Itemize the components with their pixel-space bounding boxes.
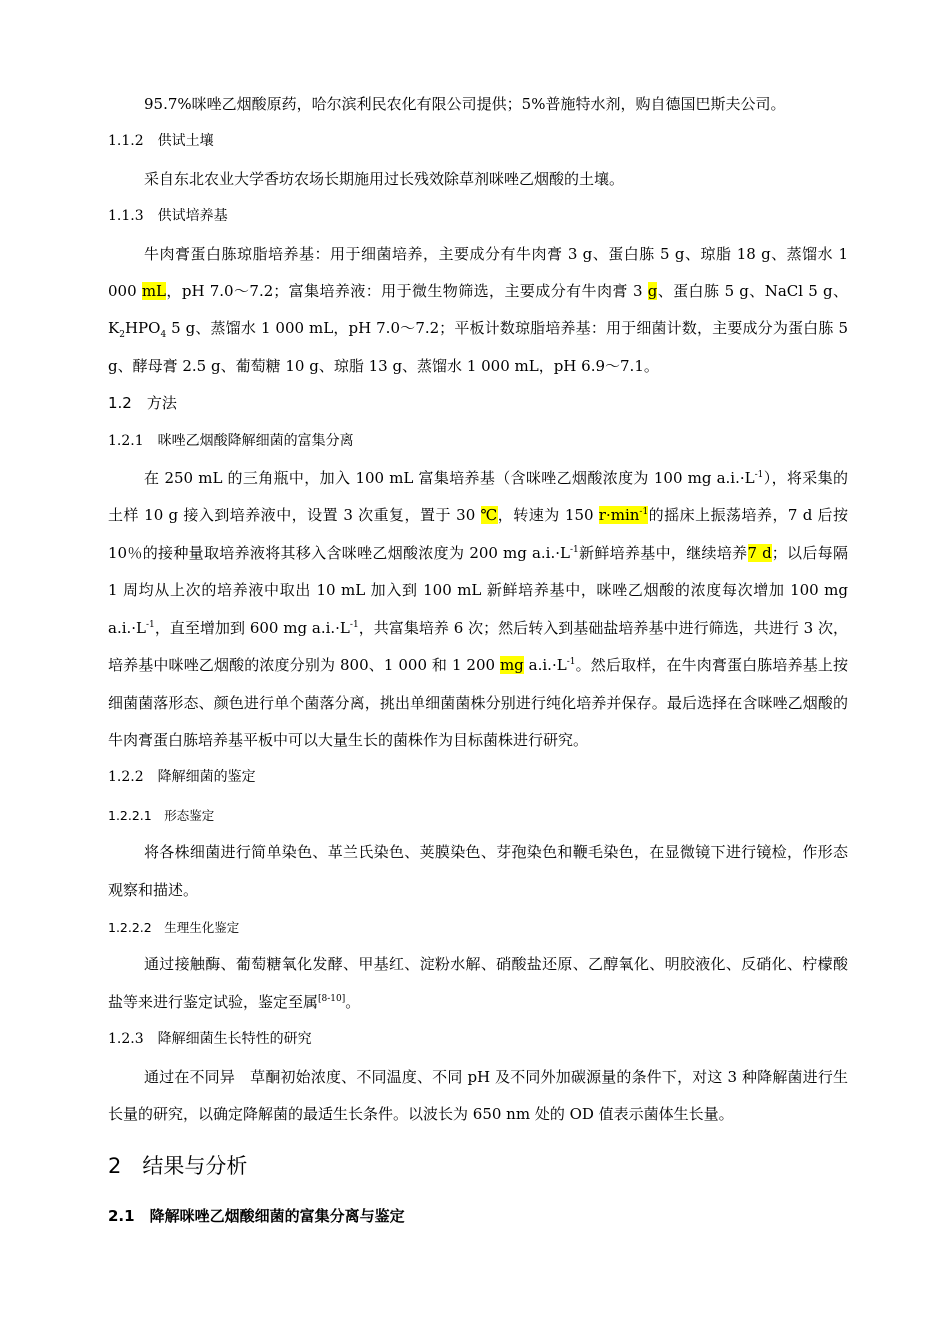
text-run: ；以后每隔 1 周均从上次的培养液中取出 10 mL 加入到 100 mL 新鲜培养基中，咪唑乙烟酸的浓度每次增加 100 mg a.i.·L: [108, 543, 848, 637]
highlight-mark: 7 d: [747, 543, 772, 562]
heading-2: 2 结果与分析: [108, 1154, 248, 1179]
heading-1-1-3: 1.1.3 供试培养基: [108, 208, 228, 225]
document-page: [108, 86, 848, 1241]
text-run: 在 250 mL 的三角瓶中，加入 100 mL 富集培养基（含咪唑乙烟酸浓度为 100 mg a.i.·L: [144, 469, 755, 488]
text-run: ，共富集培养 6 次；然后转入到基础盐培养基中进行筛选，共进行 3 次，培养基中咪唑乙烟酸的浓度分别为 800、1 000 和 1 200: [108, 618, 848, 675]
highlight-text: r·min: [598, 506, 640, 525]
heading-1-2-2-1: 1.2.2.1 形态鉴定: [108, 807, 215, 823]
paragraph-materials: 95.7%咪唑乙烟酸原药，哈尔滨利民农化有限公司提供；5%普施特水剂，购自德国巴斯夫公司。: [144, 95, 786, 113]
superscript: -1: [754, 470, 764, 481]
text-run: 新鲜培养基中，继续培养: [578, 543, 748, 562]
heading-1-2-2: 1.2.2 降解细菌的鉴定: [108, 769, 256, 786]
subscript: 2: [119, 330, 125, 341]
highlight-mark: mL: [141, 282, 167, 301]
text-run: ），将采集的土样 10 g 接入到培养液中，设置 3 次重复，置于 30: [108, 469, 848, 525]
text-run: ，转速为 150: [497, 506, 599, 525]
heading-2-1: 2.1 降解咪唑乙烟酸细菌的富集分离与鉴定: [108, 1207, 405, 1226]
text-run: 、蛋白胨 5 g、NaCl 5 g、K: [108, 282, 848, 338]
superscript: -1: [566, 657, 576, 668]
text-run: ，pH 7.0～7.2；富集培养液：用于微生物筛选，主要成分有牛肉膏 3: [166, 282, 648, 301]
paragraph-enrichment: [108, 460, 848, 759]
heading-1-2-3: 1.2.3 降解细菌生长特性的研究: [108, 1031, 312, 1048]
paragraph-soil: 采自东北农业大学香坊农场长期施用过长残效除草剂咪唑乙烟酸的土壤。: [144, 169, 625, 188]
citation-reference: [8-10]: [318, 993, 346, 1004]
text-run: HPO: [124, 319, 161, 338]
text-run: 。然后取样，在牛肉膏蛋白胨培养基上按细菌菌落形态、颜色进行单个菌落分离，挑出单细菌菌株分别进行纯化培养并保存。最后选择在含咪唑乙烟酸的牛肉膏蛋白胨培养基平板中可以大量生长的菌株作为目标菌株进行研究。: [108, 656, 848, 749]
superscript: -1: [146, 619, 155, 630]
paragraph-morphology: 将各株细菌进行简单染色、革兰氏染色、荚膜染色、芽孢染色和鞭毛染色，在显微镜下进行镜检，作形态观察和描述。: [108, 843, 848, 899]
text-run: ，直至增加到 600 mg a.i.·L: [154, 618, 350, 637]
heading-1-1-2: 1.1.2 供试土壤: [108, 133, 214, 150]
text-run: 牛肉膏蛋白胨琼脂培养基：用于细菌培养，主要成分有牛肉膏 3 g、蛋白胨 5 g、琼脂 18 g、蒸馏水 1 000: [108, 244, 848, 301]
text-run: 通过接触酶、葡萄糖氧化发酵、甲基红、淀粉水解、硝酸盐还原、乙醇氧化、明胶液化、反硝化、柠檬酸盐等来进行鉴定试验，鉴定至属: [108, 955, 848, 1011]
paragraph-growth: 通过在不同异 草酮初始浓度、不同温度、不同 pH 及不同外加碳源量的条件下，对这 3 种降解菌进行生长量的研究，以确定降解菌的最适生长条件。以波长为 650 nm 处的 OD 值表示菌体生长量。: [108, 1067, 848, 1123]
heading-1-2: 1.2 方法: [108, 394, 177, 413]
paragraph-physiology: [108, 946, 848, 1021]
text-run: 。: [345, 992, 361, 1011]
paragraph-media: [108, 236, 848, 386]
heading-1-2-1: 1.2.1 咪唑乙烟酸降解细菌的富集分离: [108, 432, 354, 449]
highlight-mark: [599, 506, 648, 524]
superscript: -1: [349, 619, 359, 630]
heading-1-2-2-2: 1.2.2.2 生理生化鉴定: [108, 919, 240, 935]
superscript: -1: [639, 507, 649, 518]
text-run: a.i.·L: [523, 656, 567, 675]
text-run: 5 g、蒸馏水 1 000 mL，pH 7.0～7.2；平板计数琼脂培养基：用于细菌计数，主要成分为蛋白胨 5 g、酵母膏 2.5 g、葡萄糖 10 g、琼脂 13 g、蒸馏水 1 000 mL，pH 6.9～7.1。: [108, 319, 848, 375]
superscript: -1: [569, 544, 579, 555]
text-run: 的摇床上振荡培养，7 d 后按 10％的接种量取培养液将其移入含咪唑乙烟酸浓度为 200 mg a.i.·L: [108, 506, 849, 562]
highlight-mark: g: [647, 282, 658, 301]
highlight-mark: ℃: [480, 506, 498, 525]
subscript: 4: [160, 330, 167, 341]
highlight-mark: mg: [499, 656, 524, 675]
